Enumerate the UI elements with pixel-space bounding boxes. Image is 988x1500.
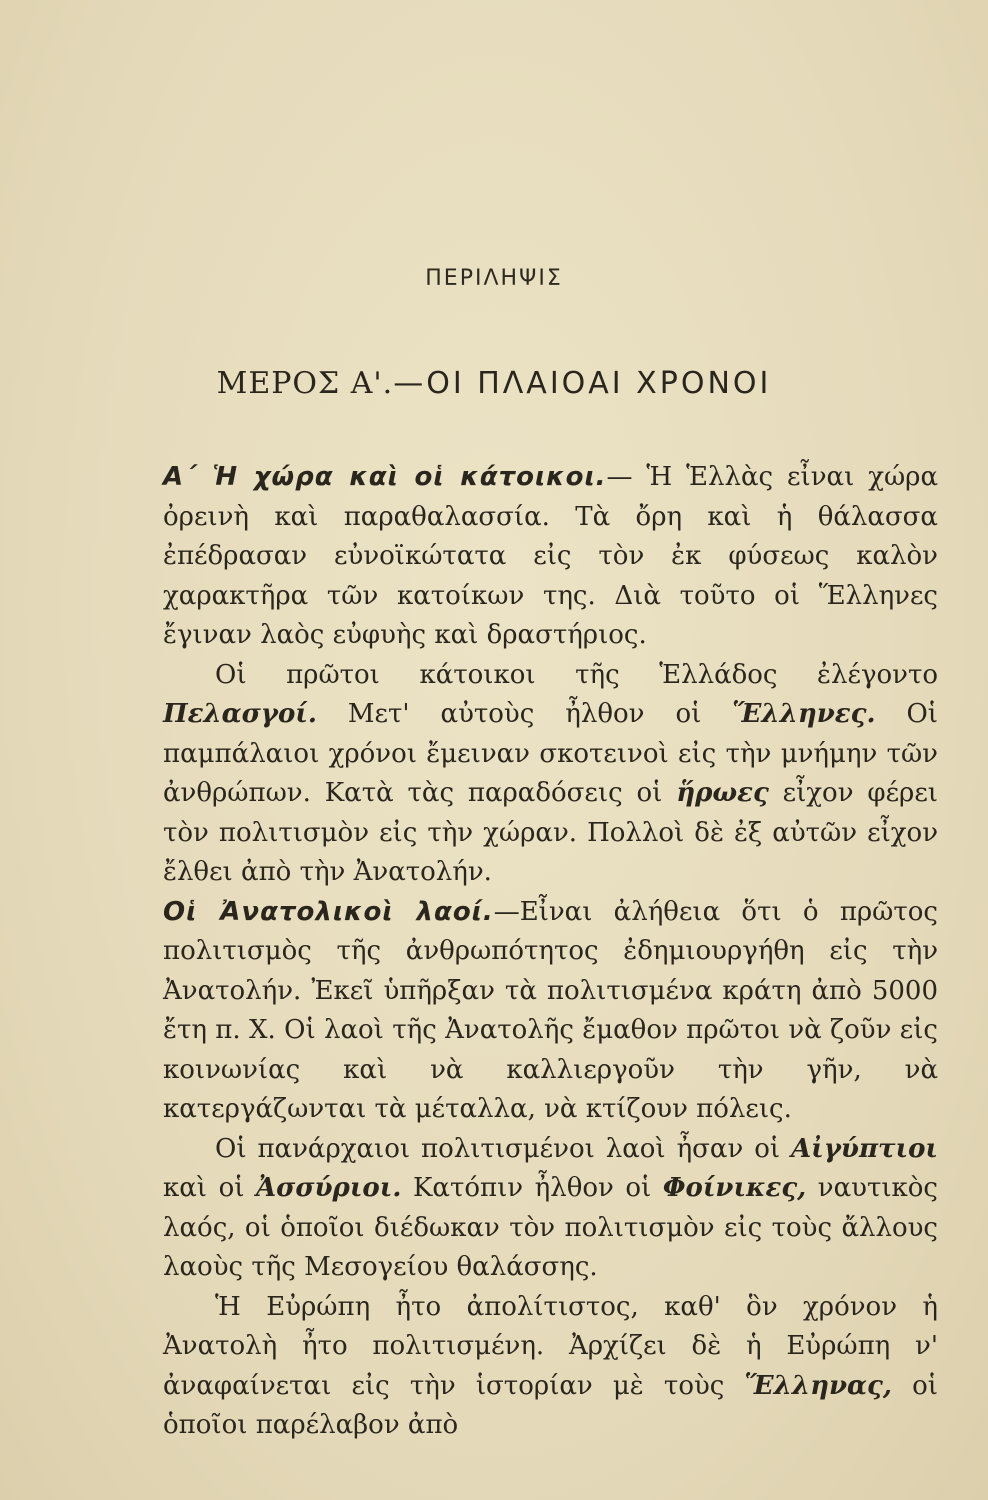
text-run: Οἱ πρῶτοι κάτοικοι τῆς Ἑλλάδος ἐλέγοντο — [215, 659, 938, 690]
body-text — [163, 458, 938, 1446]
text-run: Οἱ πανάρχαιοι πολιτισμένοι λαοὶ ἦσαν οἱ — [215, 1133, 791, 1164]
text-run: εἶχον φέρει τὸν πολιτισμὸν εἰς τὴν χώραν. Πολλοὶ δὲ ἐξ αὐτῶν εἶχον ἔλθει ἀπὸ τὴν Ἀνατολήν. — [163, 778, 938, 887]
part-title-text: —ΟΙ ΠΛΑΙΟΑΙ ΧΡΟΝΟΙ — [393, 366, 772, 401]
text-run: Κατόπιν ἦλθον οἱ — [401, 1173, 663, 1203]
part-title — [0, 366, 988, 401]
paragraph-text: — Ἡ Ἑλλὰς εἶναι χώρα ὀρεινὴ καὶ παραθαλασσία. Τὰ ὄρη καὶ ἡ θάλασσα ἐπέδρασαν εὐνοϊκώτατα εἰς τὸν ἐκ φύσεως καλὸν χαρακτῆρα τῶν κατοίκων της. Διὰ τοῦτο οἱ Ἕλληνες ἔγιναν λαὸς εὐφυὴς καὶ δραστήριος. — [163, 462, 938, 650]
text-run: οἱ ὁποῖοι παρέλαβον ἀπὸ — [163, 1370, 938, 1440]
paragraph-text: —Εἶναι ἀλήθεια ὅτι ὁ πρῶτος πολιτισμὸς τῆς ἀνθρωπότητος ἐδημιουργήθη εἰς τὴν Ἀνατολήν. Ἐκεῖ ὑπῆρξαν τὰ πολιτισμένα κράτη ἀπὸ 5000 ἔτη π. Χ. Οἱ λαοὶ τῆς Ἀνατολῆς ἔμαθον πρῶτοι νὰ ζοῦν εἰς κοινωνίας καὶ νὰ καλλιεργοῦν τὴν γῆν, νὰ κατεργάζωνται τὰ μέταλλα, νὰ κτίζουν πόλεις. — [163, 896, 938, 1124]
term-hellenas: Ἕλληνας, — [744, 1370, 892, 1401]
term-pelasgoi: Πελασγοί. — [163, 699, 317, 729]
paragraph-land-and-inhabitants — [163, 458, 938, 656]
term-heroes: ἥρωες — [676, 778, 769, 808]
text-run: Ἡ Εὐρώπη ἦτο ἀπολίτιστος, καθ' ὃν χρόνον ἡ Ἀνατολὴ ἦτο πολιτισμένη. Ἀρχίζει δὲ ἡ Εὐρώπη ν' ἀναφαίνεται εἰς τὴν ἱστορίαν μὲ τοὺς — [163, 1291, 938, 1401]
running-head: ΠΕΡΙΛΗΨΙΣ — [425, 266, 563, 291]
text-run: καὶ οἱ — [163, 1173, 256, 1203]
term-phoenicians: Φοίνικες, — [662, 1173, 807, 1203]
paragraph-ancient-civilizations — [163, 1130, 938, 1288]
text-run: Οἱ παμπάλαιοι χρόνοι ἔμειναν σκοτεινοὶ εἰς τὴν μνήμην τῶν ἀνθρώπων. Κατὰ τὰς παραδόσεις οἱ — [163, 699, 939, 808]
text-run: ναυτικὸς λαός, οἱ ὁποῖοι διέδωκαν τὸν πολιτισμὸν εἰς τοὺς ἄλλους λαοὺς τῆς Μεσογείου θαλάσσης. — [163, 1173, 938, 1282]
term-egyptians: Αἰγύπτιοι — [791, 1133, 938, 1164]
section-heading-eastern-peoples: Οἱ Ἀνατολικοὶ λαοί. — [163, 896, 494, 927]
text-run: Μετ' αὐτοὺς ἦλθον οἱ — [316, 699, 733, 729]
term-hellenes: Ἕλληνες. — [732, 699, 876, 729]
paragraph-europe — [163, 1288, 938, 1446]
paragraph-eastern-peoples — [163, 893, 938, 1130]
term-assyrians: Ἀσσύριοι. — [256, 1173, 402, 1203]
section-heading-land: Α΄ Ἡ χώρα καὶ οἱ κάτοικοι. — [163, 462, 607, 492]
paragraph-first-inhabitants — [163, 656, 938, 893]
part-title-number: ΜΕΡΟΣ Α'. — [216, 366, 394, 401]
